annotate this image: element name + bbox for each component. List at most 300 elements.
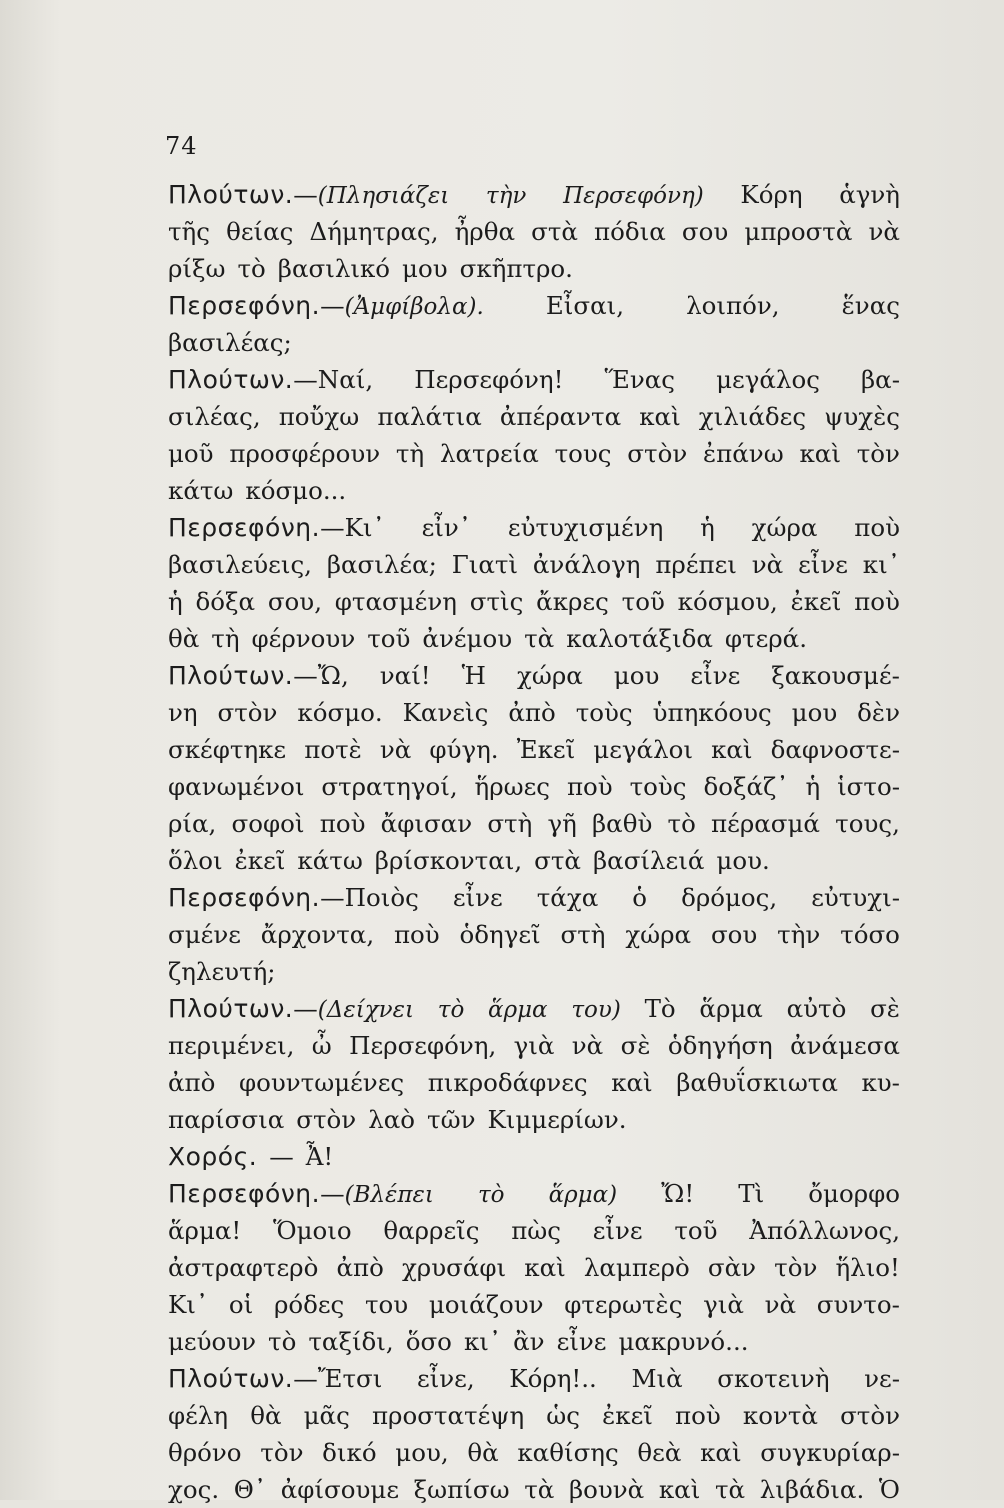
text-line — [168, 1471, 900, 1508]
dialogue-words: αὐτὸ — [786, 994, 847, 1023]
dialogue-words: εἶνε — [452, 883, 503, 912]
word-group — [837, 768, 900, 805]
word-group — [668, 805, 696, 842]
word-group — [427, 1101, 475, 1138]
word-group — [508, 509, 663, 546]
word-group — [546, 287, 624, 324]
dialogue-words: θεὰ — [637, 1438, 682, 1467]
word-group — [281, 1471, 399, 1508]
dialogue-words: τὴ — [211, 624, 240, 653]
word-group — [261, 916, 374, 953]
word-group — [402, 250, 448, 287]
dialogue-words: νὰ — [751, 550, 784, 579]
dialogue-words: βασιλέα; — [326, 550, 437, 579]
word-group — [536, 583, 609, 620]
dialogue-words: γιὰ — [703, 1290, 744, 1319]
dialogue-words: Ἕνας — [604, 365, 676, 394]
stage-direction: (Ἀμφίβολα). — [344, 294, 484, 320]
word-group — [517, 657, 583, 694]
word-group — [168, 176, 449, 215]
word-group — [817, 1286, 900, 1323]
text-line — [168, 361, 900, 398]
dialogue-words: λιβάδια. — [759, 1475, 865, 1504]
dialogue-words: ζηλευτή; — [168, 957, 276, 986]
word-group — [531, 213, 578, 250]
dialogue-words: σμένε — [168, 920, 241, 949]
stage-direction: τὸ — [477, 1182, 505, 1208]
word-group — [870, 990, 900, 1027]
word-group — [460, 916, 541, 953]
word-group — [557, 1323, 607, 1360]
word-group — [168, 842, 223, 879]
dialogue-words: χώρα — [751, 513, 818, 542]
word-group — [835, 1249, 899, 1286]
word-group — [632, 879, 647, 916]
word-group — [218, 694, 278, 731]
dialogue-words: ἐπάνω — [703, 439, 784, 468]
word-group — [549, 1175, 618, 1214]
word-group — [168, 287, 484, 326]
word-group — [592, 805, 652, 842]
word-group — [699, 990, 762, 1027]
dialogue-words: ρία, — [168, 809, 217, 838]
word-group — [618, 1323, 748, 1360]
dialogue-words: φτερωτὲς — [564, 1290, 683, 1319]
dialogue-words: μου, — [395, 1438, 449, 1467]
speaker-name: Πλούτων. — [168, 365, 294, 394]
word-group — [380, 657, 431, 694]
word-group — [686, 287, 779, 324]
speaker-name: Πλούτων. — [168, 1364, 294, 1393]
dialogue-words: ἅρμα! — [168, 1216, 242, 1245]
word-group — [320, 805, 366, 842]
word-group — [630, 768, 687, 805]
text-line — [168, 546, 900, 583]
word-group — [406, 1323, 452, 1360]
dialogue-words: Ἡ — [461, 661, 486, 690]
word-group — [168, 1064, 215, 1101]
word-group — [682, 213, 728, 250]
word-group — [602, 1397, 653, 1434]
word-group — [237, 250, 265, 287]
text-line — [168, 398, 900, 435]
word-group — [690, 657, 740, 694]
word-group — [740, 176, 802, 213]
word-group — [396, 435, 424, 472]
dialogue-words: σιλέας, — [168, 402, 261, 431]
dialogue-words: — — [320, 1179, 345, 1208]
dialogue-words: δόξα — [195, 587, 256, 616]
dialogue-words: κι᾽ — [862, 550, 900, 579]
dialogue-words: ψυχὲς — [824, 402, 900, 431]
speaker-name: Χορός. — [168, 1142, 258, 1171]
word-group — [771, 731, 900, 768]
dialogue-words: χος. — [168, 1475, 220, 1504]
word-group — [168, 435, 214, 472]
dialogue-words: θρόνο — [168, 1438, 242, 1467]
word-group — [464, 1323, 501, 1360]
word-group — [168, 1027, 294, 1064]
word-group — [168, 509, 385, 546]
dialogue-words: νὰ — [571, 1031, 604, 1060]
dialogue-words: — — [293, 180, 318, 209]
text-line — [168, 435, 900, 472]
word-group — [716, 361, 820, 398]
dialogue-words: δοξάζ᾽ — [703, 772, 789, 801]
dialogue-words: ἡ — [700, 513, 715, 542]
dialogue-words: θείας — [226, 217, 294, 246]
text-line — [168, 472, 900, 509]
word-group — [627, 435, 687, 472]
word-group — [417, 1360, 475, 1397]
word-group — [306, 1138, 334, 1175]
word-group — [567, 768, 613, 805]
word-group — [239, 1064, 404, 1101]
word-group — [438, 990, 465, 1029]
dialogue-words: ὅλοι — [168, 846, 223, 875]
dialogue-words: θὰ — [467, 1438, 499, 1467]
word-group — [805, 768, 820, 805]
word-group — [168, 1434, 242, 1471]
word-group — [310, 213, 439, 250]
dialogue-text — [168, 176, 900, 1508]
dialogue-words: νὰ — [868, 217, 900, 246]
dialogue-words: τοῦ — [367, 624, 411, 653]
dialogue-words: Ἐκεῖ — [516, 735, 576, 764]
dialogue-words: καὶ — [658, 1475, 701, 1504]
word-group — [414, 361, 563, 398]
dialogue-words: Περσεφόνη, — [349, 1031, 497, 1060]
word-group — [377, 398, 481, 435]
word-group — [517, 1434, 618, 1471]
word-group — [593, 731, 693, 768]
word-group — [703, 435, 784, 472]
speaker-name: Περσεφόνη. — [168, 883, 321, 912]
dialogue-words: τὸ — [237, 254, 266, 283]
dialogue-words: Κανεὶς — [402, 698, 489, 727]
dialogue-words: στὰ — [531, 217, 578, 246]
dialogue-words: εἶνε — [556, 1327, 607, 1356]
dialogue-words: ποὺ — [319, 809, 366, 838]
word-group — [304, 1397, 350, 1434]
word-group — [508, 694, 555, 731]
dialogue-words: καθίσης — [517, 1438, 619, 1467]
dialogue-words: κόσμο... — [245, 476, 347, 505]
word-group — [268, 1323, 296, 1360]
word-group — [808, 1175, 900, 1212]
text-line — [168, 176, 900, 213]
dialogue-words: σὲ — [870, 994, 900, 1023]
word-group — [622, 583, 665, 620]
word-group — [703, 1286, 744, 1323]
dialogue-words: σου, — [267, 587, 322, 616]
word-group — [234, 1471, 266, 1508]
dialogue-words: ἡ — [805, 772, 821, 801]
speaker-name: Περσεφόνη. — [168, 291, 321, 320]
dialogue-words: βασιλικό — [277, 254, 391, 283]
word-group — [700, 1434, 741, 1471]
word-group — [367, 620, 410, 657]
stage-direction: ἅρμα — [488, 997, 548, 1023]
word-group — [798, 546, 848, 583]
word-group — [517, 731, 576, 768]
word-group — [429, 1286, 544, 1323]
word-group — [571, 990, 621, 1029]
dialogue-words: λαμπερὸ — [583, 1253, 690, 1282]
dialogue-words: Κόρη — [740, 180, 803, 209]
word-group — [229, 1286, 253, 1323]
dialogue-words: τὴ — [395, 439, 425, 468]
dialogue-words: στὸν — [840, 1401, 900, 1430]
word-group — [297, 842, 362, 879]
dialogue-words: ἄφισαν — [380, 809, 473, 838]
dialogue-words: ταξίδι, — [308, 1327, 394, 1356]
dialogue-words: τὸν — [774, 1253, 818, 1282]
dialogue-words: — — [320, 291, 345, 320]
word-group — [593, 842, 704, 879]
word-group — [537, 879, 599, 916]
dialogue-words: ἀπὸ — [508, 698, 556, 727]
word-group — [854, 509, 900, 546]
dialogue-words: κι᾽ — [463, 1327, 502, 1356]
dialogue-words: ὁδηγεῖ — [459, 920, 541, 949]
word-group — [839, 176, 900, 213]
dialogue-words: Ὅμοιο — [272, 1216, 352, 1245]
dialogue-words: κυ- — [861, 1068, 900, 1097]
dialogue-words: Μιὰ — [631, 1364, 683, 1393]
dialogue-words: προστατέψη — [371, 1401, 525, 1430]
word-group — [475, 768, 550, 805]
dialogue-words: Ὤ! — [661, 1179, 695, 1208]
word-group — [760, 1471, 865, 1508]
dialogue-words: ποὺ — [393, 920, 440, 949]
word-group — [857, 435, 900, 472]
dialogue-words: — — [293, 994, 318, 1023]
word-group — [336, 1249, 383, 1286]
word-group — [791, 583, 842, 620]
dialogue-words: ξακουσμέ- — [771, 661, 900, 690]
dialogue-words: μεύουν — [168, 1327, 257, 1356]
dialogue-words: —Ὤ, — [293, 661, 349, 690]
dialogue-words: ἱστο- — [837, 772, 900, 801]
stage-direction: του) — [571, 997, 621, 1023]
word-group — [524, 1249, 565, 1286]
word-group — [168, 472, 233, 509]
word-group — [335, 583, 457, 620]
word-group — [661, 1175, 694, 1212]
dialogue-words: ποὺ — [854, 587, 900, 616]
word-group — [312, 1027, 332, 1064]
word-group — [561, 916, 606, 953]
word-group — [478, 1175, 505, 1214]
stage-direction: (Βλέπει — [344, 1182, 434, 1208]
dialogue-words: ὁδηγήση — [667, 1031, 773, 1060]
dialogue-words: καὶ — [711, 735, 753, 764]
word-group — [381, 805, 472, 842]
word-group — [524, 1471, 554, 1508]
word-group — [584, 1249, 690, 1286]
word-group — [811, 879, 900, 916]
dialogue-words: δικό — [322, 1438, 377, 1467]
dialogue-words: καὶ — [524, 1253, 566, 1282]
dialogue-words: πικροδάφνες — [427, 1068, 588, 1097]
word-group — [279, 398, 360, 435]
dialogue-words: βα- — [861, 365, 900, 394]
text-line — [168, 842, 900, 879]
stage-direction: τὸ — [437, 997, 465, 1023]
word-group — [842, 287, 900, 324]
dialogue-words: σκοτεινὴ — [717, 1364, 830, 1393]
dialogue-words: στὸν — [627, 439, 688, 468]
dialogue-words: στὴ — [560, 920, 606, 949]
dialogue-words: ἕνας — [841, 291, 900, 320]
text-line — [168, 509, 900, 546]
dialogue-words: σκέφτηκε — [168, 735, 287, 764]
word-group — [513, 1323, 544, 1360]
word-group — [576, 694, 633, 731]
text-line — [168, 1249, 900, 1286]
dialogue-words: εἶνε — [592, 1216, 643, 1245]
dialogue-words: παρίσσια — [168, 1105, 285, 1134]
dialogue-words: ὑπηκόους — [652, 698, 772, 727]
word-group — [250, 1397, 281, 1434]
word-group — [168, 1323, 256, 1360]
dialogue-words: χώρα — [517, 661, 583, 690]
word-group — [699, 398, 806, 435]
dialogue-words: ὄμορφο — [808, 1179, 900, 1208]
dialogue-words: μακρυνό... — [618, 1327, 749, 1356]
word-group — [674, 1212, 717, 1249]
dialogue-words: ἀνέμου — [422, 624, 513, 653]
word-group — [403, 694, 489, 731]
word-group — [840, 1397, 900, 1434]
dialogue-words: Κιμμερίων. — [487, 1105, 627, 1134]
dialogue-words: Περσεφόνη! — [414, 365, 564, 394]
word-group — [394, 916, 440, 953]
text-line — [168, 1175, 900, 1212]
text-line — [168, 1138, 900, 1175]
speaker-name: Περσεφόνη. — [168, 513, 321, 542]
word-group — [383, 1212, 479, 1249]
word-group — [168, 213, 210, 250]
word-group — [368, 1101, 415, 1138]
word-group — [861, 1064, 900, 1101]
dialogue-words: κόσμο. — [297, 698, 383, 727]
dialogue-words: ἐκεῖ — [234, 846, 286, 875]
dialogue-words: χώρα — [625, 920, 692, 949]
dialogue-words: ἦρθα — [454, 217, 515, 246]
dialogue-words: φουντωμένες — [238, 1068, 405, 1097]
dialogue-words: εἶν᾽ — [421, 513, 472, 542]
word-group — [614, 657, 660, 694]
word-group — [500, 398, 621, 435]
stage-direction: (Δείχνει — [317, 997, 414, 1023]
text-line — [168, 1360, 900, 1397]
dialogue-words: τάχα — [536, 883, 599, 912]
dialogue-words: τὴν — [777, 920, 821, 949]
word-group — [555, 435, 612, 472]
dialogue-words: ἀπὸ — [336, 1253, 384, 1282]
word-group — [487, 805, 532, 842]
word-group — [659, 1471, 700, 1508]
dialogue-words: πρέπει — [655, 550, 737, 579]
word-group — [211, 620, 239, 657]
dialogue-words: ξωπίσω — [413, 1475, 510, 1504]
word-group — [681, 879, 777, 916]
word-group — [168, 398, 261, 435]
dialogue-words: χιλιάδες — [698, 402, 807, 431]
dialogue-words: δαφνοστε- — [770, 735, 900, 764]
word-group — [232, 805, 305, 842]
speaker-name: Πλούτων. — [168, 994, 294, 1023]
text-line — [168, 1397, 900, 1434]
dialogue-words: μεγάλοι — [593, 735, 693, 764]
text-line — [168, 583, 900, 620]
dialogue-words: μεγάλος — [716, 365, 820, 394]
word-group — [605, 361, 676, 398]
dialogue-words: εὐτυχισμένη — [507, 513, 664, 542]
text-line — [168, 1286, 900, 1323]
dialogue-words: τους, — [835, 809, 900, 838]
word-group — [835, 805, 900, 842]
word-group — [327, 546, 437, 583]
dialogue-words: σου — [681, 217, 729, 246]
word-group — [168, 805, 216, 842]
dialogue-words: βαθυΐσκιωτα — [676, 1068, 838, 1097]
word-group — [422, 620, 512, 657]
dialogue-words: κάτω — [297, 846, 363, 875]
word-group — [777, 916, 820, 953]
word-group — [653, 694, 772, 731]
word-group — [470, 583, 524, 620]
text-line — [168, 879, 900, 916]
word-group — [572, 1027, 603, 1064]
dialogue-words: νὰ — [764, 1290, 797, 1319]
dialogue-words: καὶ — [611, 1068, 653, 1097]
word-group — [566, 620, 713, 657]
stage-direction: τὴν — [485, 183, 527, 209]
word-group — [453, 879, 503, 916]
word-group — [715, 1471, 745, 1508]
dialogue-words: γιὰ — [513, 1031, 555, 1060]
word-group — [414, 1471, 510, 1508]
dialogue-words: εἶνε — [690, 661, 741, 690]
dialogue-words: ἀστραφτερὸ — [168, 1253, 319, 1282]
dialogue-words: λοιπόν, — [686, 291, 780, 320]
dialogue-words: βασιλέας; — [168, 328, 292, 357]
dialogue-words: ποὺ — [854, 513, 900, 542]
dialogue-words: του — [364, 1290, 409, 1319]
word-group — [593, 1212, 643, 1249]
word-group — [429, 731, 498, 768]
dialogue-words: σου — [710, 920, 758, 949]
text-line — [168, 287, 900, 324]
word-group — [322, 1434, 376, 1471]
word-group — [625, 916, 691, 953]
word-group — [321, 768, 457, 805]
text-line — [168, 250, 900, 287]
dialogue-words: Γιατὶ — [451, 550, 519, 579]
dialogue-words: ρίξω — [168, 254, 226, 283]
word-group — [422, 509, 471, 546]
word-group — [787, 990, 847, 1027]
dialogue-words: βρίσκονται, — [374, 846, 523, 875]
text-line — [168, 1323, 900, 1360]
word-group — [168, 324, 292, 361]
word-group — [854, 583, 900, 620]
word-group — [744, 213, 852, 250]
dialogue-words: —Ἔτσι — [293, 1364, 383, 1393]
